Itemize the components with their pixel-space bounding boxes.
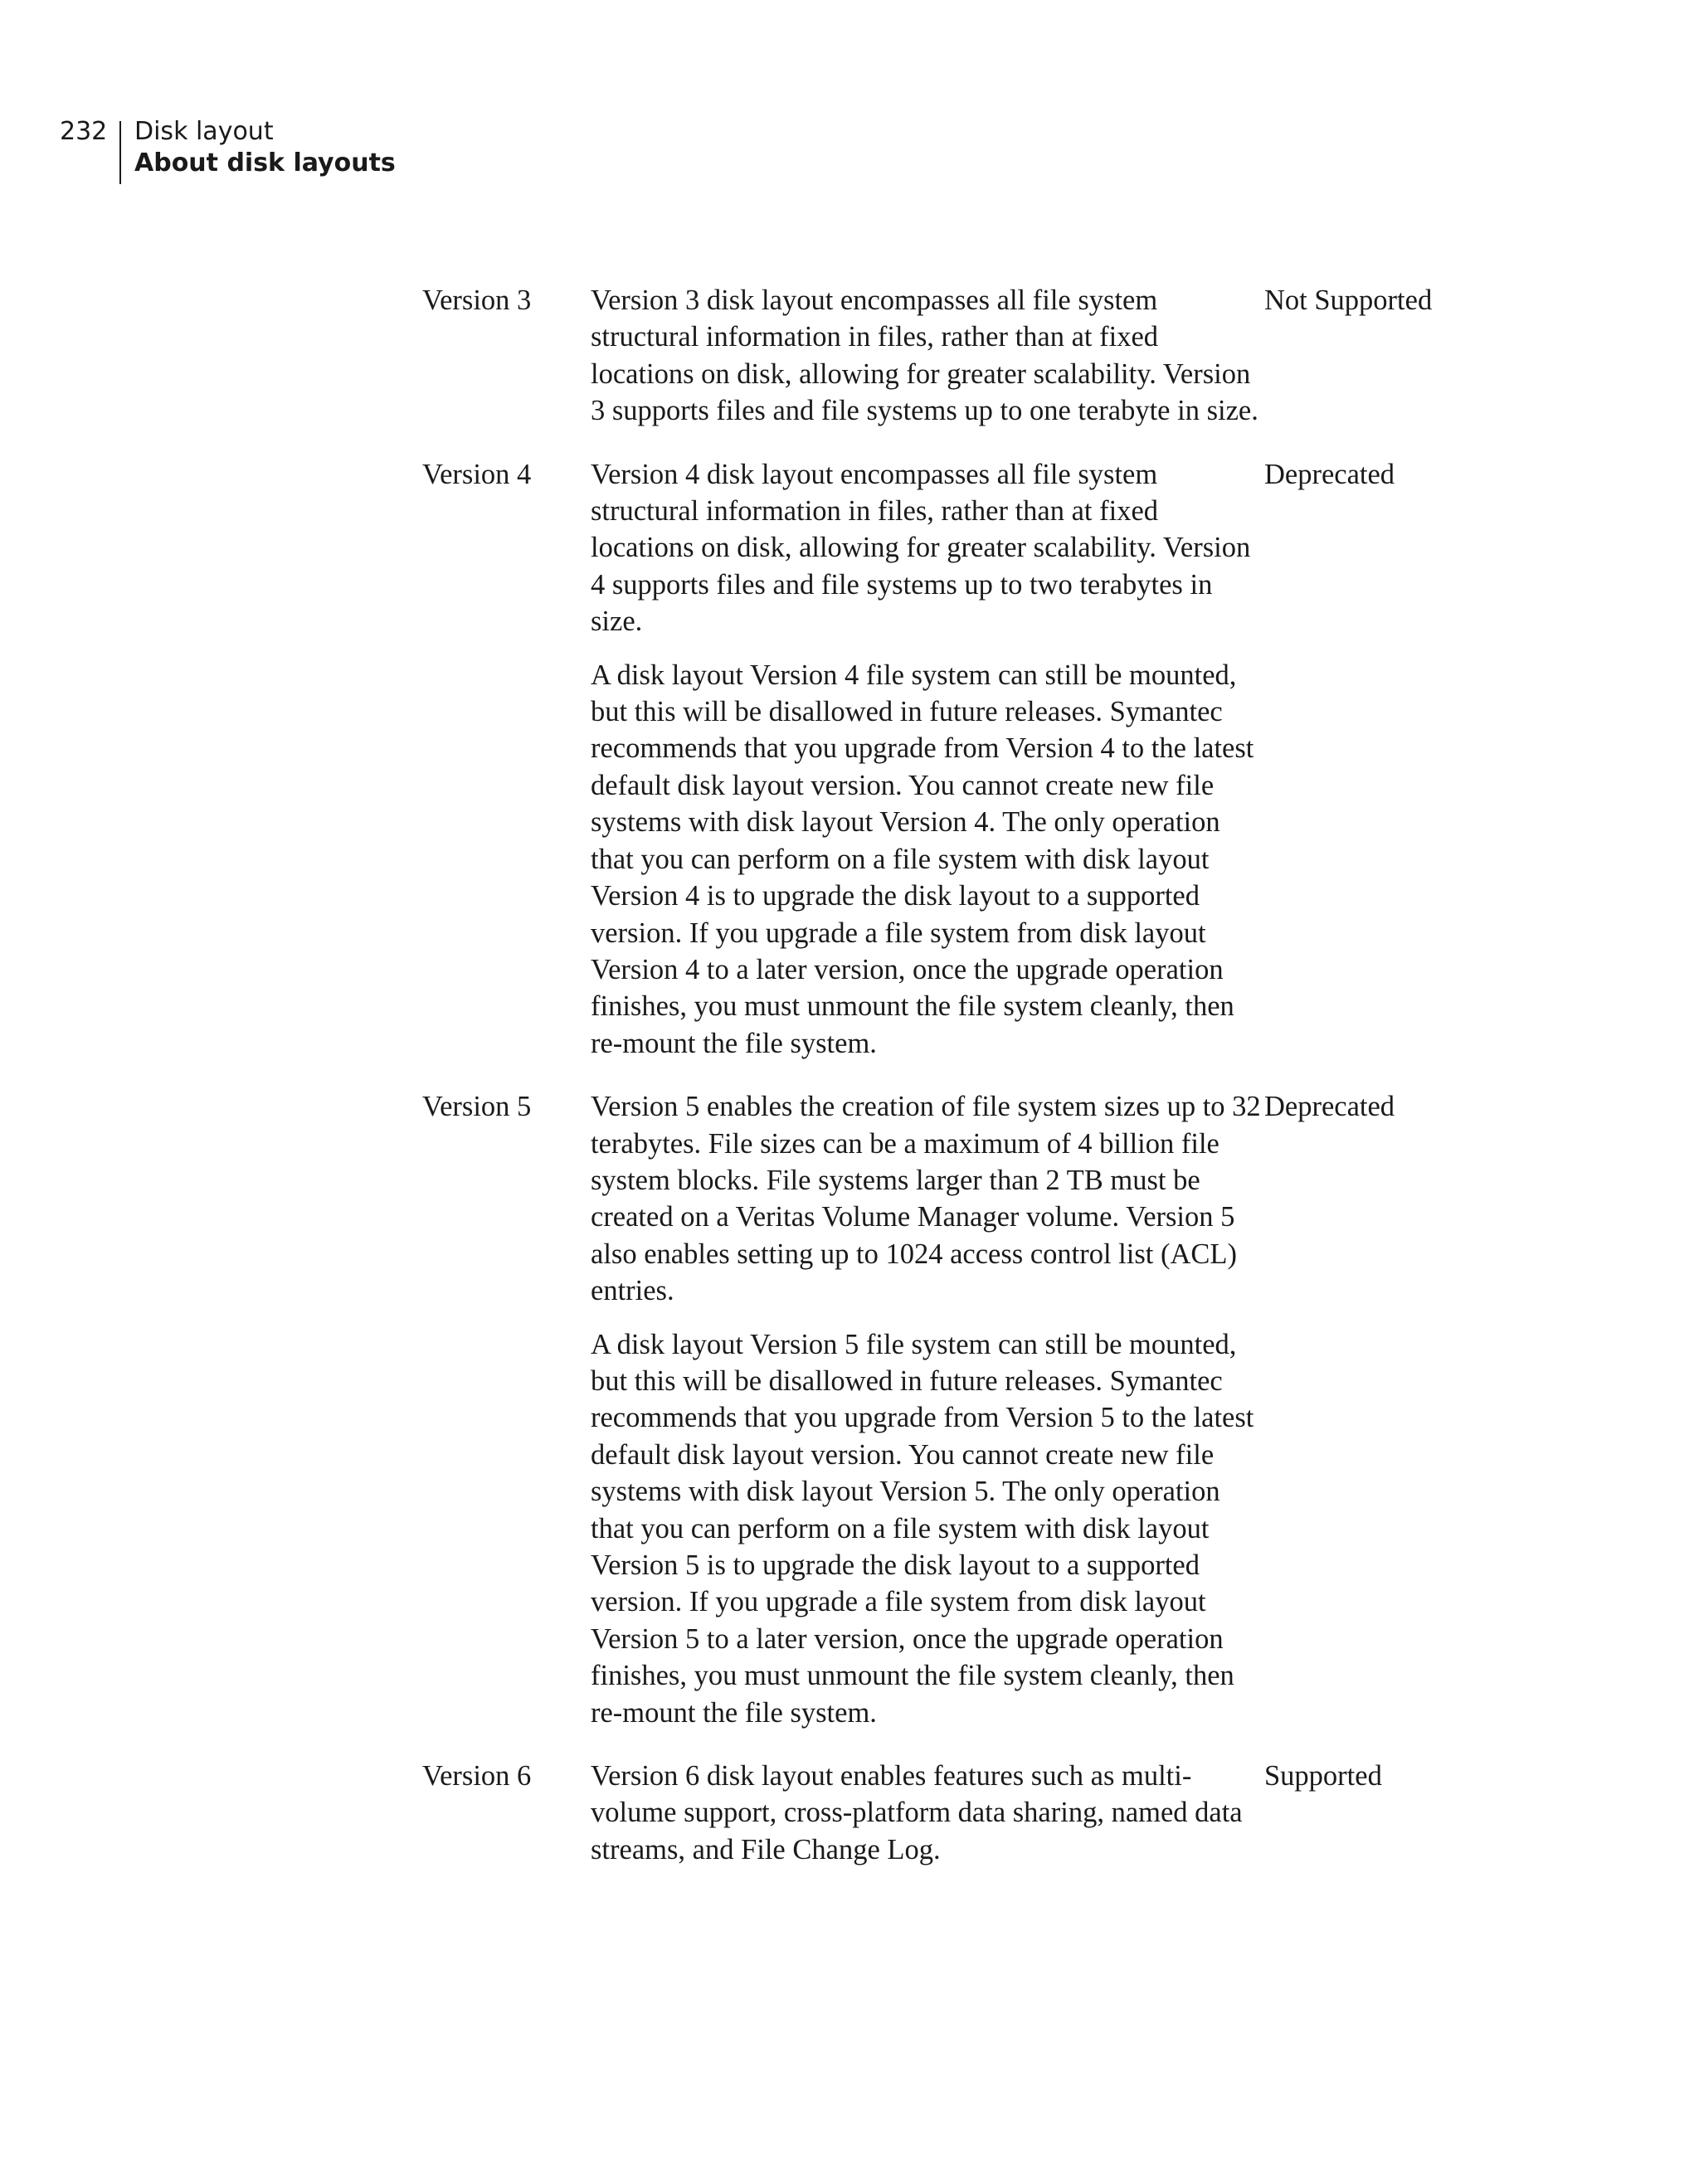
disk-layout-versions-table	[422, 282, 1468, 1895]
header-titles	[134, 116, 396, 179]
description-paragraph: Version 5 enables the creation of file system sizes up to 32 terabytes. File sizes can be a maximum of 4 billion file system blocks. File systems larger than 2 TB must be created on a Veritas Volume Manager volume. Version 5 also enables setting up to 1024 access control list (ACL) entries.	[591, 1091, 1261, 1307]
header-divider	[119, 121, 121, 184]
version-label: Version 4	[422, 458, 532, 490]
support-status: Supported	[1264, 1760, 1382, 1792]
table-row	[422, 1088, 1468, 1731]
description-paragraph: Version 3 disk layout encompasses all file system structural information in files, rather than at fixed locations on disk, allowing for greater scalability. Version 3 supports files and file systems up to one terabyte in size.	[591, 285, 1258, 427]
description-paragraph: Version 4 disk layout encompasses all file system structural information in files, rather than at fixed locations on disk, allowing for greater scalability. Version 4 supports files and file systems up to two terabytes in size.	[591, 458, 1251, 638]
table-row	[422, 456, 1468, 1063]
support-status: Deprecated	[1264, 1091, 1395, 1123]
page-number: 232	[60, 117, 108, 146]
version-label: Version 6	[422, 1760, 532, 1792]
version-label: Version 3	[422, 285, 532, 316]
support-status: Deprecated	[1264, 458, 1395, 490]
version-description	[591, 456, 1264, 1063]
version-description	[591, 282, 1264, 430]
table-row	[422, 1758, 1468, 1868]
table-row	[422, 282, 1468, 430]
section-title: About disk layouts	[134, 148, 396, 178]
version-description	[591, 1088, 1264, 1731]
description-paragraph: Version 6 disk layout enables features such as multi-volume support, cross-platform data sharing, named data streams, and File Change Log.	[591, 1760, 1243, 1865]
chapter-title: Disk layout	[134, 117, 274, 146]
description-paragraph: A disk layout Version 4 file system can still be mounted, but this will be disallowed in future releases. Symantec recommends that you upgrade from Version 4 to the latest default disk layout version. You cannot create new file systems with disk layout Version 4. The only operation that you can perform on a file system with disk layout Version 4 is to upgrade the disk layout to a supported version. If you upgrade a file system from disk layout Version 4 to a later version, once the upgrade operation finishes, you must unmount the file system cleanly, then re-mount the file system.	[591, 659, 1254, 1059]
version-label: Version 5	[422, 1091, 532, 1123]
description-paragraph: A disk layout Version 5 file system can still be mounted, but this will be disallowed in future releases. Symantec recommends that you upgrade from Version 5 to the latest default disk layout version. You cannot create new file systems with disk layout Version 5. The only operation that you can perform on a file system with disk layout Version 5 is to upgrade the disk layout to a supported version. If you upgrade a file system from disk layout Version 5 to a later version, once the upgrade operation finishes, you must unmount the file system cleanly, then re-mount the file system.	[591, 1328, 1254, 1729]
version-description	[591, 1758, 1264, 1868]
support-status: Not Supported	[1264, 285, 1433, 316]
